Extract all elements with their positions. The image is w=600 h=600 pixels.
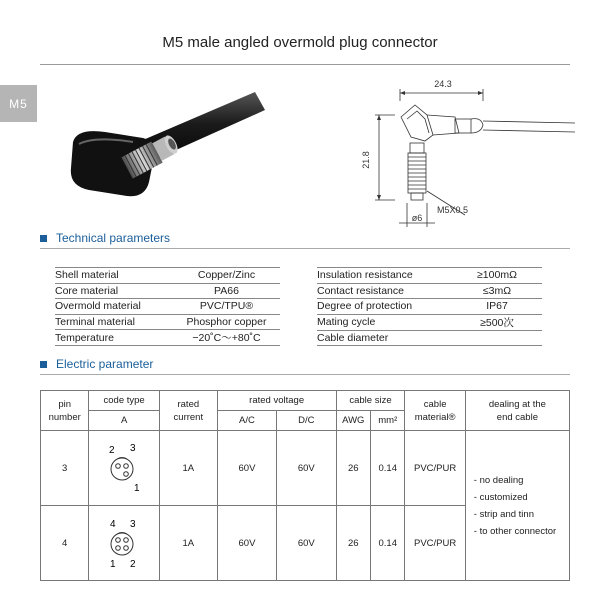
svg-text:2: 2 [130, 558, 136, 570]
connector-photo [55, 80, 285, 220]
dim-width-label: 24.3 [434, 79, 452, 89]
table-row: Terminal material Phosphor copper [55, 314, 280, 330]
table-row: 3 2 3 1 1A 60V 60V 26 0.14 PVC/PUR - no dealing - customized - strip and tinn - to other connector [41, 431, 570, 506]
table-row: Temperature −20˚C～+80˚C [55, 330, 280, 346]
technical-divider [40, 248, 570, 249]
table-header-row [41, 391, 570, 411]
table-row: Shell material Copper/Zinc [55, 268, 280, 284]
col-pin-number: pin number [41, 391, 89, 431]
electric-divider [40, 374, 570, 375]
col-ac: A/C [217, 411, 276, 431]
title-divider [40, 64, 570, 65]
table-row: 4 4 3 1 2 1A 60V 60V 26 0.14 PVC/PUR [41, 506, 570, 581]
table-row: Core material PA66 [55, 283, 280, 299]
electric-heading-text: Electric parameter [56, 357, 154, 371]
side-tab: M5 [0, 85, 37, 122]
pin-layout-4-icon [89, 506, 159, 581]
dim-height-label: 21.8 [361, 151, 371, 169]
thread-label: M5X0.5 [437, 205, 469, 215]
col-rated-current: rated current [159, 391, 217, 431]
svg-text:1: 1 [110, 558, 116, 570]
svg-text:2: 2 [109, 444, 115, 456]
electric-section-heading [40, 357, 153, 371]
bullet-square-icon [40, 235, 47, 242]
table-row: Mating cycle ≥500次 [317, 314, 542, 330]
list-item: - no dealing [473, 474, 524, 486]
list-item: - strip and tinn [473, 508, 534, 520]
col-rated-voltage: rated voltage [217, 391, 336, 411]
tech-params-right [317, 267, 542, 346]
col-code-sub: A [89, 411, 159, 431]
svg-text:1: 1 [134, 482, 140, 494]
col-dealing: dealing at the end cable [465, 391, 569, 431]
bullet-square-icon [40, 361, 47, 368]
col-cable-material: cable material® [405, 391, 465, 431]
table-row: Insulation resistance ≥100mΩ [317, 268, 542, 284]
pin-layout-3-icon [89, 431, 159, 506]
list-item: - customized [473, 491, 528, 503]
table-row: Contact resistance ≤3mΩ [317, 283, 542, 299]
dimension-drawing [355, 75, 575, 230]
table-row: Degree of protection IP67 [317, 299, 542, 315]
col-awg: AWG [336, 411, 371, 431]
technical-section-heading [40, 231, 170, 245]
table-row: Cable diameter [317, 330, 542, 346]
page-title: M5 male angled overmold plug connector [162, 34, 438, 51]
svg-text:3: 3 [130, 518, 136, 530]
dealing-options [465, 431, 569, 581]
dim-diameter-label: ø6 [411, 213, 423, 223]
tech-params-left [55, 267, 280, 346]
col-mm2: mm² [371, 411, 405, 431]
svg-text:3: 3 [130, 442, 136, 454]
svg-text:4: 4 [110, 518, 116, 530]
electric-table [40, 390, 570, 581]
table-row: Overmold material PVC/TPU® [55, 299, 280, 315]
technical-heading-text: Technical parameters [56, 231, 171, 245]
list-item: - to other connector [473, 525, 557, 537]
col-dc: D/C [277, 411, 336, 431]
col-code-type: code type [89, 391, 159, 411]
col-cable-size: cable size [336, 391, 405, 411]
